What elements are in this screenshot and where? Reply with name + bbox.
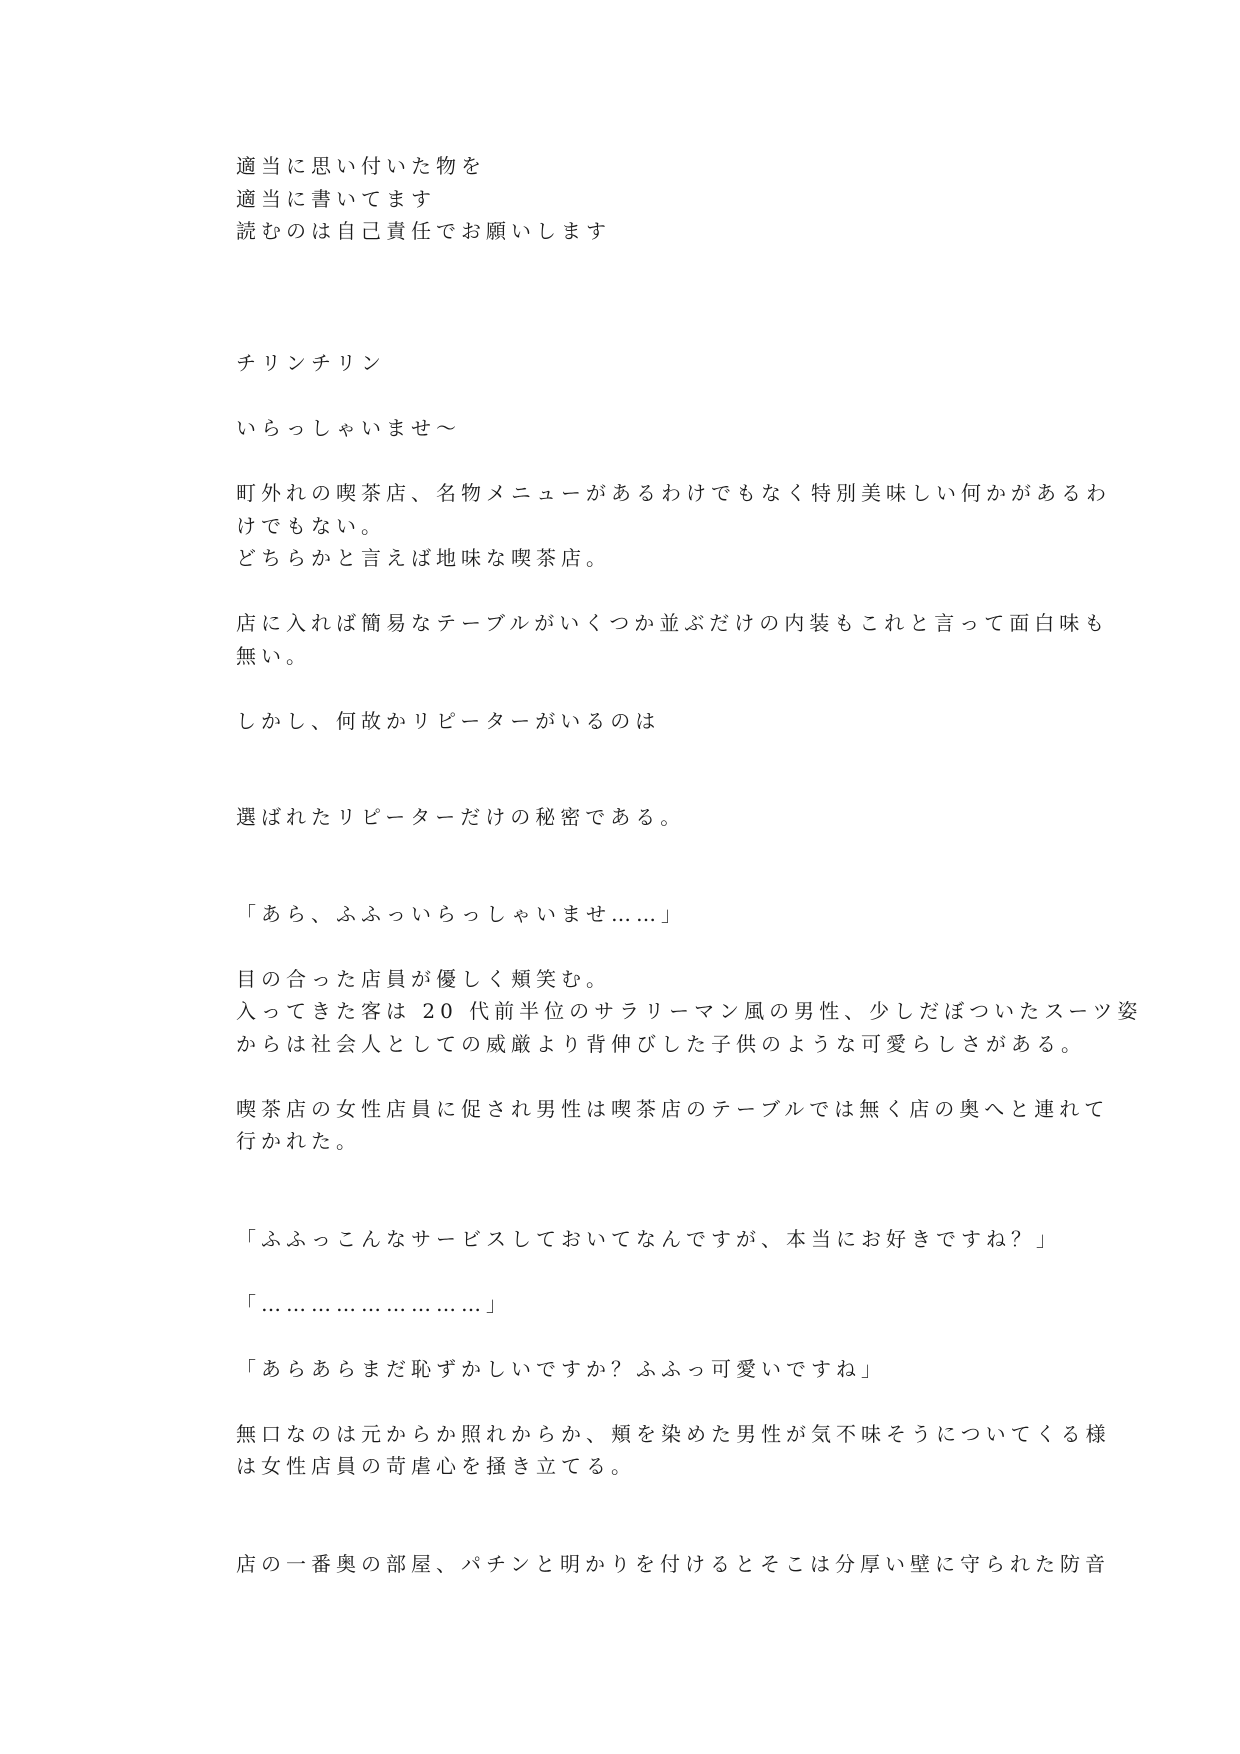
text-line: 店の一番奥の部屋、パチンと明かりを付けるとそこは分厚い壁に守られた防音 xyxy=(236,1552,1110,1576)
text-line: しかし、何故かリピーターがいるのは xyxy=(236,709,661,733)
text-line: 入ってきた客は 20 代前半位のサラリーマン風の男性、少しだぼついたスーツ姿 xyxy=(236,999,1143,1023)
text-line: けでもない。 xyxy=(236,514,386,538)
text-line: いらっしゃいませ～ xyxy=(236,416,461,440)
text-line: 無い。 xyxy=(236,644,311,668)
text-line: 適当に書いてます xyxy=(236,187,436,211)
text-line: 「あらあらまだ恥ずかしいですか？ふふっ可愛いですね」 xyxy=(236,1357,886,1381)
text-line: は女性店員の苛虐心を掻き立てる。 xyxy=(236,1454,636,1478)
text-line: 無口なのは元からか照れからか、頬を染めた男性が気不味そうについてくる様 xyxy=(236,1422,1111,1446)
text-line: 店に入れば簡易なテーブルがいくつか並ぶだけの内装もこれと言って面白味も xyxy=(236,611,1110,635)
text-line: 選ばれたリピーターだけの秘密である。 xyxy=(236,805,686,829)
text-line: 適当に思い付いた物を xyxy=(236,154,486,178)
text-line: 行かれた。 xyxy=(236,1129,361,1153)
text-line: 目の合った店員が優しく頬笑む。 xyxy=(236,967,611,991)
text-line: 「あら、ふふっいらっしゃいませ……」 xyxy=(236,902,686,926)
text-line: 「ふふっこんなサービスしておいてなんですが、本当にお好きですね？」 xyxy=(236,1227,1061,1251)
text-line: 読むのは自己責任でお願いします xyxy=(236,219,611,243)
text-line: どちらかと言えば地味な喫茶店。 xyxy=(236,546,611,570)
text-line: 町外れの喫茶店、名物メニューがあるわけでもなく特別美味しい何かがあるわ xyxy=(236,481,1111,505)
text-line: 喫茶店の女性店員に促され男性は喫茶店のテーブルでは無く店の奥へと連れて xyxy=(236,1097,1110,1121)
text-line: 「………………………」 xyxy=(236,1292,511,1316)
text-line: チリンチリン xyxy=(236,351,386,375)
text-line: からは社会人としての威厳より背伸びした子供のような可愛らしさがある。 xyxy=(236,1032,1086,1056)
